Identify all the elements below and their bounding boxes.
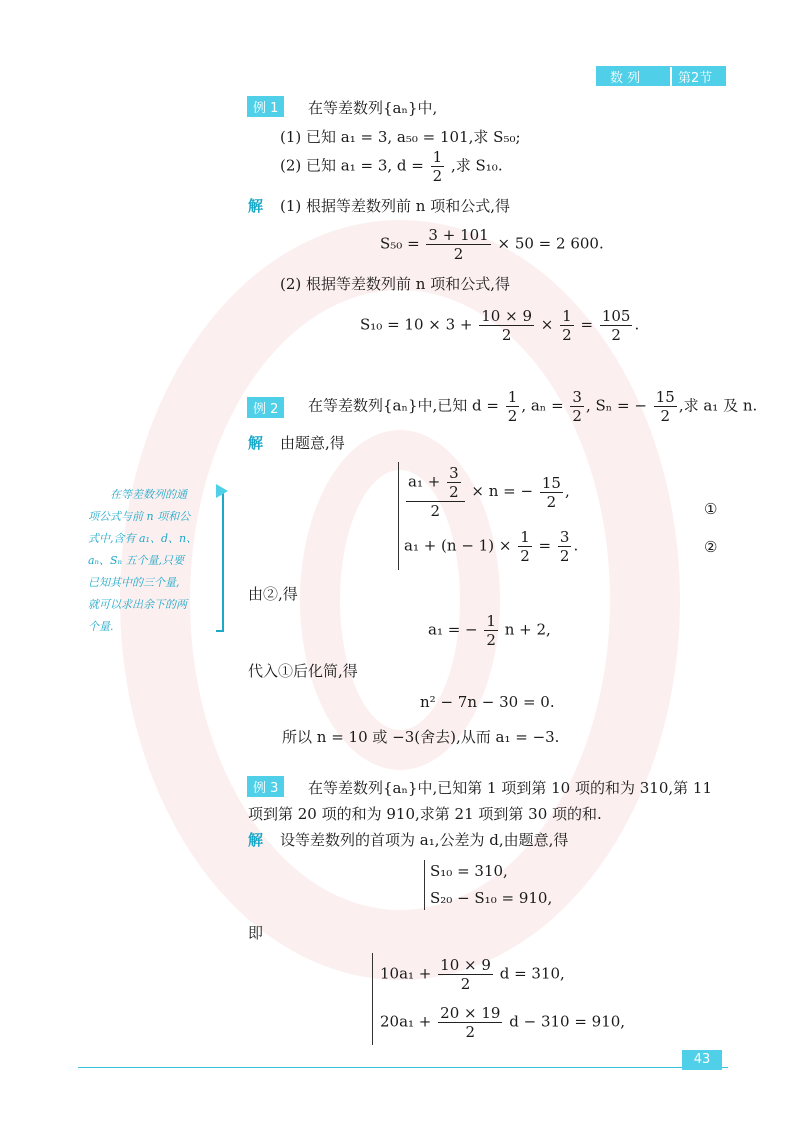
example1-label: 例 1 <box>247 96 284 117</box>
margin-note-line: aₙ、Sₙ 五个量,只要 <box>88 554 185 567</box>
example2-solution-label: 解 <box>248 434 264 452</box>
example3-ji: 即 <box>248 924 264 942</box>
example2-conclusion: 所以 n = 10 或 −3(舍去),从而 a₁ = −3. <box>282 728 560 746</box>
example3-sys1: S₁₀ = 310, <box>430 862 508 880</box>
example3-line1: 在等差数列{aₙ}中,已知第 1 项到第 10 项的和为 310,第 11 <box>308 779 713 797</box>
example2-eq2: a₁ + (n − 1) × $\frac{1}{2}$ = $\frac{3}{2}$ . <box>404 528 579 565</box>
equation-marker-1: ① <box>704 500 718 518</box>
header-section: 第2节 <box>670 67 712 86</box>
example3-eq2: 20a₁ + $\frac{20 \times 19}{2}$ d − 310 = 910, <box>380 1004 626 1041</box>
example2-sub1: 代入①后化简,得 <box>248 662 358 680</box>
example1-q1: (1) 已知 a₁ = 3, a₅₀ = 101,求 S₅₀; <box>280 128 521 146</box>
margin-note-line: 已知其中的三个量, <box>88 576 180 589</box>
example3-system2-brace <box>372 953 373 1045</box>
margin-note <box>88 484 208 638</box>
example1-s1-formula: S₅₀ = $\frac{3 + 101}{2}$ × 50 = 2 600. <box>380 226 604 263</box>
example2-system-brace <box>398 462 399 570</box>
margin-note-line: 在等差数列的通 <box>110 488 187 501</box>
example2-a1-formula: a₁ = − $\frac{1}{2}$ n + 2, <box>428 612 551 649</box>
margin-note-line: 就可以求出余下的两 <box>88 598 187 611</box>
example3-eq1: 10a₁ + $\frac{10 \times 9}{2}$ d = 310, <box>380 956 565 993</box>
example2-quadratic: n² − 7n − 30 = 0. <box>420 693 555 711</box>
example1-s1-text: (1) 根据等差数列前 n 项和公式,得 <box>280 197 510 215</box>
example3-sys2: S₂₀ − S₁₀ = 910, <box>430 889 553 907</box>
example3-label: 例 3 <box>247 776 284 797</box>
example1-s2-text: (2) 根据等差数列前 n 项和公式,得 <box>280 275 510 293</box>
example3-solution-intro: 设等差数列的首项为 a₁,公差为 d,由题意,得 <box>280 831 569 849</box>
example2-solution-intro: 由题意,得 <box>280 434 345 452</box>
equation-marker-2: ② <box>704 538 718 556</box>
example2-eq1: a₁ + $\frac{3}{2}$ 2 × n = − $\frac{15}{2}$ , <box>408 464 570 520</box>
example1-s2-formula: S₁₀ = 10 × 3 + $\frac{10 \times 9}{2}$ × $\frac{1}{2}$ = $\frac{105}{2}$ . <box>360 307 640 344</box>
margin-note-line: 个量. <box>88 620 114 633</box>
example3-system1-brace <box>424 860 425 910</box>
example2-question: 在等差数列{aₙ}中,已知 d = $\frac{1}{2}$ , aₙ = $\frac{3}{2}$ , Sₙ = − $\frac{15}{2}$ ,求 a₁ 及 n. <box>308 388 758 425</box>
example3-solution-label: 解 <box>248 831 264 849</box>
example2-label: 例 2 <box>247 397 284 418</box>
page-number: 43 <box>693 1052 711 1067</box>
example1-intro: 在等差数列{aₙ}中, <box>308 99 438 117</box>
margin-note-line: 式中,含有 a₁、d、n、 <box>88 532 198 545</box>
footer-rule <box>78 1067 728 1068</box>
margin-note-arrow-icon <box>216 484 228 498</box>
example2-from2: 由②,得 <box>248 585 298 603</box>
margin-note-bracket <box>216 492 224 632</box>
example3-line2: 项到第 20 项的和为 910,求第 21 项到第 30 项的和. <box>248 805 602 823</box>
header-chapter: 数 列 <box>610 71 641 86</box>
example1-q2: (2) 已知 a₁ = 3, d = $\frac{1}{2}$ ,求 S₁₀. <box>280 148 503 185</box>
margin-note-line: 项公式与前 n 项和公 <box>88 510 191 523</box>
example1-solution-label: 解 <box>248 197 264 215</box>
